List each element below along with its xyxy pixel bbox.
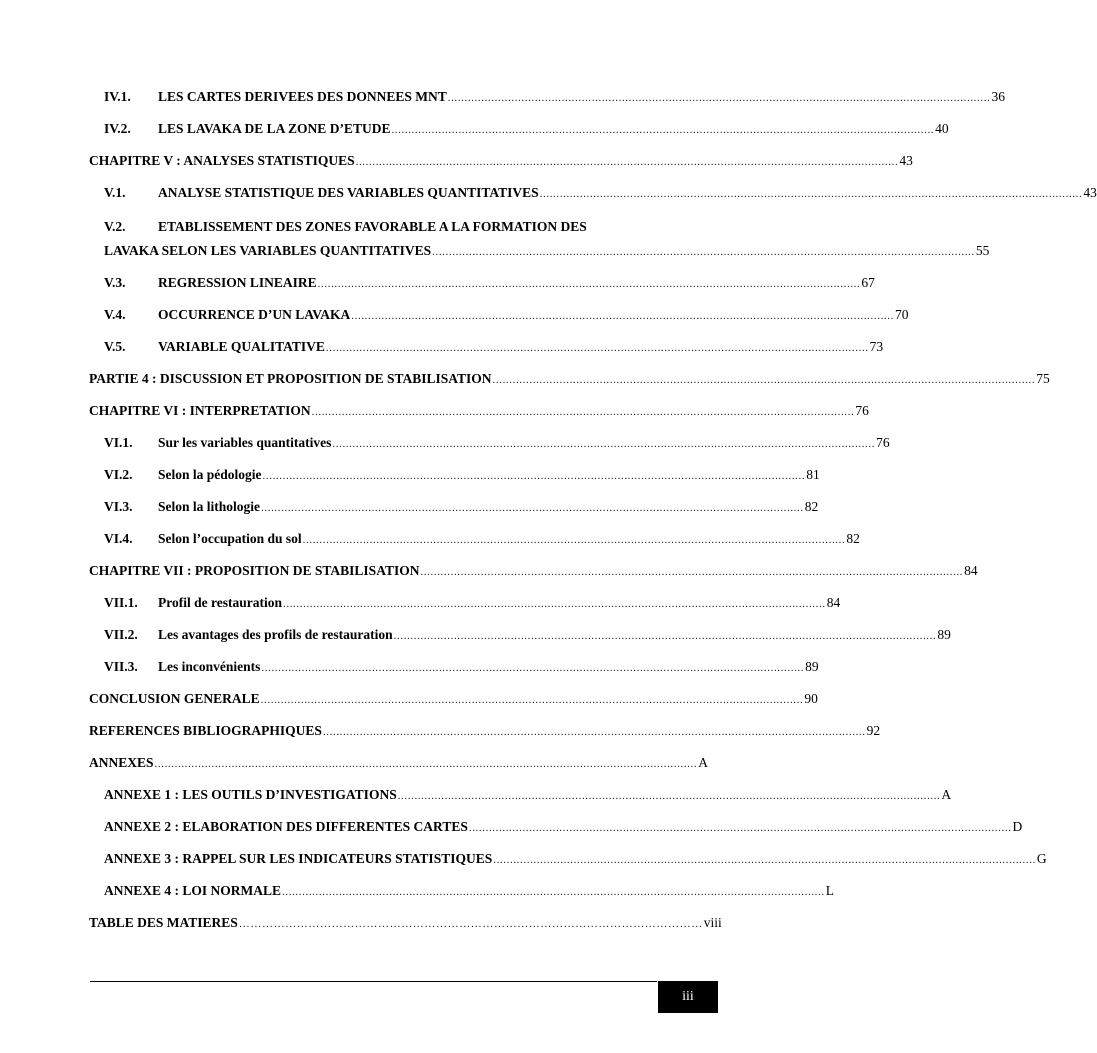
toc-entry-number: VI.4. — [104, 531, 133, 546]
toc-entry[interactable] — [104, 184, 1097, 203]
toc-entry-page: 55 — [975, 243, 990, 258]
dot-leader: .................................................................................................................................................................. — [420, 566, 964, 578]
toc-entry-page: 84 — [964, 563, 978, 578]
toc-entry-title: Les inconvénients — [158, 659, 261, 674]
toc-entry-title: Selon l’occupation du sol — [158, 531, 302, 546]
toc-entry-title: ANNEXE 1 : LES OUTILS D’INVESTIGATIONS — [104, 787, 397, 802]
toc-entry[interactable] — [89, 754, 708, 773]
toc-entry-title: ANNEXES — [89, 755, 154, 770]
dot-leader: .................................................................................................................................................................. — [325, 342, 869, 354]
toc-entry[interactable] — [104, 120, 949, 139]
toc-entry-page: 84 — [826, 595, 841, 610]
toc-entry-title: VARIABLE QUALITATIVE — [158, 339, 325, 354]
toc-entry-page: 89 — [805, 659, 819, 674]
toc-entry-page: 43 — [1083, 185, 1097, 200]
toc-entry-number: V.5. — [104, 339, 126, 354]
toc-entry[interactable] — [89, 914, 722, 933]
toc-entry-title: REGRESSION LINEAIRE — [158, 275, 317, 290]
toc-entry-page: 89 — [937, 627, 951, 642]
toc-entry-page: 43 — [899, 153, 913, 168]
toc-entry-title: Selon la pédologie — [158, 467, 262, 482]
toc-entry[interactable] — [104, 88, 1005, 107]
dot-leader: .................................................................................................................................................................. — [351, 310, 894, 322]
toc-entry-page: 92 — [866, 723, 881, 738]
toc-entry-number: V.1. — [104, 185, 126, 200]
toc-entry-page: 82 — [846, 531, 860, 546]
toc-entry-title: LES CARTES DERIVEES DES DONNEES MNT — [158, 89, 447, 104]
toc-entry-page: D — [1012, 819, 1023, 834]
dot-leader: .................................................................................................................................................................. — [283, 598, 826, 610]
toc-entry-page: 81 — [806, 467, 820, 482]
dot-leader: .................................................................................................................................................................. — [317, 278, 861, 290]
dot-leader: .................................................................................................................................................................. — [355, 156, 899, 168]
dot-leader: .................................................................................................................................................................. — [262, 470, 806, 482]
toc-entry-title: REFERENCES BIBLIOGRAPHIQUES — [89, 723, 322, 738]
dot-leader: .................................................................................................................................................................. — [447, 92, 991, 104]
dot-leader: .................................................................................................................................................................. — [322, 726, 866, 738]
toc-entry[interactable] — [104, 882, 834, 901]
dot-leader: .................................................................................................................................................................. — [397, 790, 941, 802]
toc-entry-title: Sur les variables quantitatives — [158, 435, 332, 450]
toc-entry-title: CHAPITRE VII : PROPOSITION DE STABILISATION — [89, 563, 420, 578]
toc-entry-number: VII.3. — [104, 659, 138, 674]
dot-leader: .................................................................................................................................................................. — [393, 630, 937, 642]
dot-leader: .................................................................................................................................................................. — [391, 124, 935, 136]
toc-entry-title: CHAPITRE V : ANALYSES STATISTIQUES — [89, 153, 355, 168]
toc-entry-title: CHAPITRE VI : INTERPRETATION — [89, 403, 311, 418]
toc-entry[interactable] — [104, 818, 1023, 837]
dot-leader: .................................................................................................................................................................. — [282, 886, 825, 898]
dot-leader: .................................................................................................................................................................. — [302, 534, 846, 546]
toc-entry-page: 73 — [869, 339, 884, 354]
dot-leader: .................................................................................................................................................................. — [332, 438, 876, 450]
toc-entry-page: 75 — [1036, 371, 1050, 386]
dot-leader: .................................................................................................................................................................. — [493, 854, 1036, 866]
page-number: iii — [682, 989, 694, 1004]
toc-entry[interactable] — [89, 370, 1050, 389]
toc-entry[interactable] — [104, 530, 860, 549]
toc-entry-title: TABLE DES MATIERES — [89, 915, 238, 930]
dot-leader: .................................................................................................................................................................. — [432, 246, 975, 258]
toc-entry[interactable] — [89, 402, 869, 421]
dot-leader: ………………………………………………………………………………………………………… — [238, 918, 703, 930]
toc-entry-number: VI.1. — [104, 435, 133, 450]
toc-entry[interactable] — [104, 338, 884, 357]
toc-entry-page: 76 — [855, 403, 869, 418]
toc-entry-page: 70 — [894, 307, 909, 322]
toc-entry-page: L — [825, 883, 834, 898]
toc-entry[interactable] — [104, 786, 952, 805]
toc-entry-title: Les avantages des profils de restauration — [158, 627, 393, 642]
toc-entry[interactable] — [104, 242, 990, 261]
toc-entry-title: ANNEXE 2 : ELABORATION DES DIFFERENTES CARTES — [104, 819, 468, 834]
toc-entry-number: IV.2. — [104, 121, 131, 136]
toc-entry-page: viii — [703, 915, 722, 930]
toc-entry[interactable] — [104, 466, 820, 485]
toc-entry-page: 76 — [876, 435, 890, 450]
toc-entry-title: OCCURRENCE D’UN LAVAKA — [158, 307, 351, 322]
toc-entry-page: 82 — [804, 499, 819, 514]
dot-leader: .................................................................................................................................................................. — [492, 374, 1036, 386]
dot-leader: .................................................................................................................................................................. — [260, 694, 804, 706]
toc-entry-title: PARTIE 4 : DISCUSSION ET PROPOSITION DE STABILISATION — [89, 371, 492, 386]
toc-entry-title: ANNEXE 4 : LOI NORMALE — [104, 883, 282, 898]
toc-entry-number: VI.3. — [104, 499, 133, 514]
page-number-badge — [658, 981, 718, 1013]
toc-entry[interactable] — [104, 274, 875, 293]
toc-entry[interactable] — [104, 594, 841, 613]
toc-entry-number: IV.1. — [104, 89, 131, 104]
toc-entry-number: VII.1. — [104, 595, 138, 610]
dot-leader: .................................................................................................................................................................. — [311, 406, 855, 418]
toc-entry-number: V.4. — [104, 307, 126, 322]
toc-entry[interactable] — [104, 658, 819, 677]
dot-leader: .................................................................................................................................................................. — [154, 758, 698, 770]
toc-entry[interactable] — [89, 562, 978, 581]
toc-entry-title: LAVAKA SELON LES VARIABLES QUANTITATIVES — [104, 243, 432, 258]
dot-leader: .................................................................................................................................................................. — [539, 188, 1083, 200]
toc-entry[interactable] — [89, 690, 818, 709]
toc-entry-page: G — [1036, 851, 1047, 866]
dot-leader: .................................................................................................................................................................. — [261, 502, 804, 514]
toc-entry[interactable] — [104, 850, 1047, 869]
toc-entry-number: V.2. — [104, 219, 126, 234]
toc-entry-number: VII.2. — [104, 627, 138, 642]
dot-leader: .................................................................................................................................................................. — [261, 662, 805, 674]
toc-entry-title: ANALYSE STATISTIQUE DES VARIABLES QUANTITATIVES — [158, 185, 539, 200]
toc-entry[interactable] — [104, 626, 951, 645]
toc-entry-page: 36 — [991, 89, 1005, 104]
dot-leader: .................................................................................................................................................................. — [468, 822, 1012, 834]
toc-entry[interactable] — [104, 306, 909, 325]
toc-entry-number: V.3. — [104, 275, 126, 290]
toc-entry[interactable] — [89, 152, 913, 171]
toc-entry-title: Selon la lithologie — [158, 499, 261, 514]
footer-rule — [90, 981, 657, 982]
toc-entry-page: A — [941, 787, 952, 802]
toc-entry-title: LES LAVAKA DE LA ZONE D’ETUDE — [158, 121, 391, 136]
toc-entry-title: CONCLUSION GENERALE — [89, 691, 260, 706]
toc-entry-page: 67 — [861, 275, 875, 290]
toc-entry-page: 40 — [935, 121, 949, 136]
toc-entry[interactable] — [104, 434, 890, 453]
toc-entry-page: 90 — [804, 691, 818, 706]
toc-entry-title: Profil de restauration — [158, 595, 282, 610]
toc-entry-title: ANNEXE 3 : RAPPEL SUR LES INDICATEURS STATISTIQUES — [104, 851, 493, 866]
toc-entry[interactable] — [89, 722, 881, 741]
toc-entry[interactable] — [104, 498, 819, 517]
toc-entry-wrapped-line[interactable] — [104, 218, 587, 236]
toc-entry-title: ETABLISSEMENT DES ZONES FAVORABLE A LA FORMATION DES — [158, 219, 587, 234]
toc-entry-page: A — [698, 755, 708, 770]
toc-entry-number: VI.2. — [104, 467, 133, 482]
